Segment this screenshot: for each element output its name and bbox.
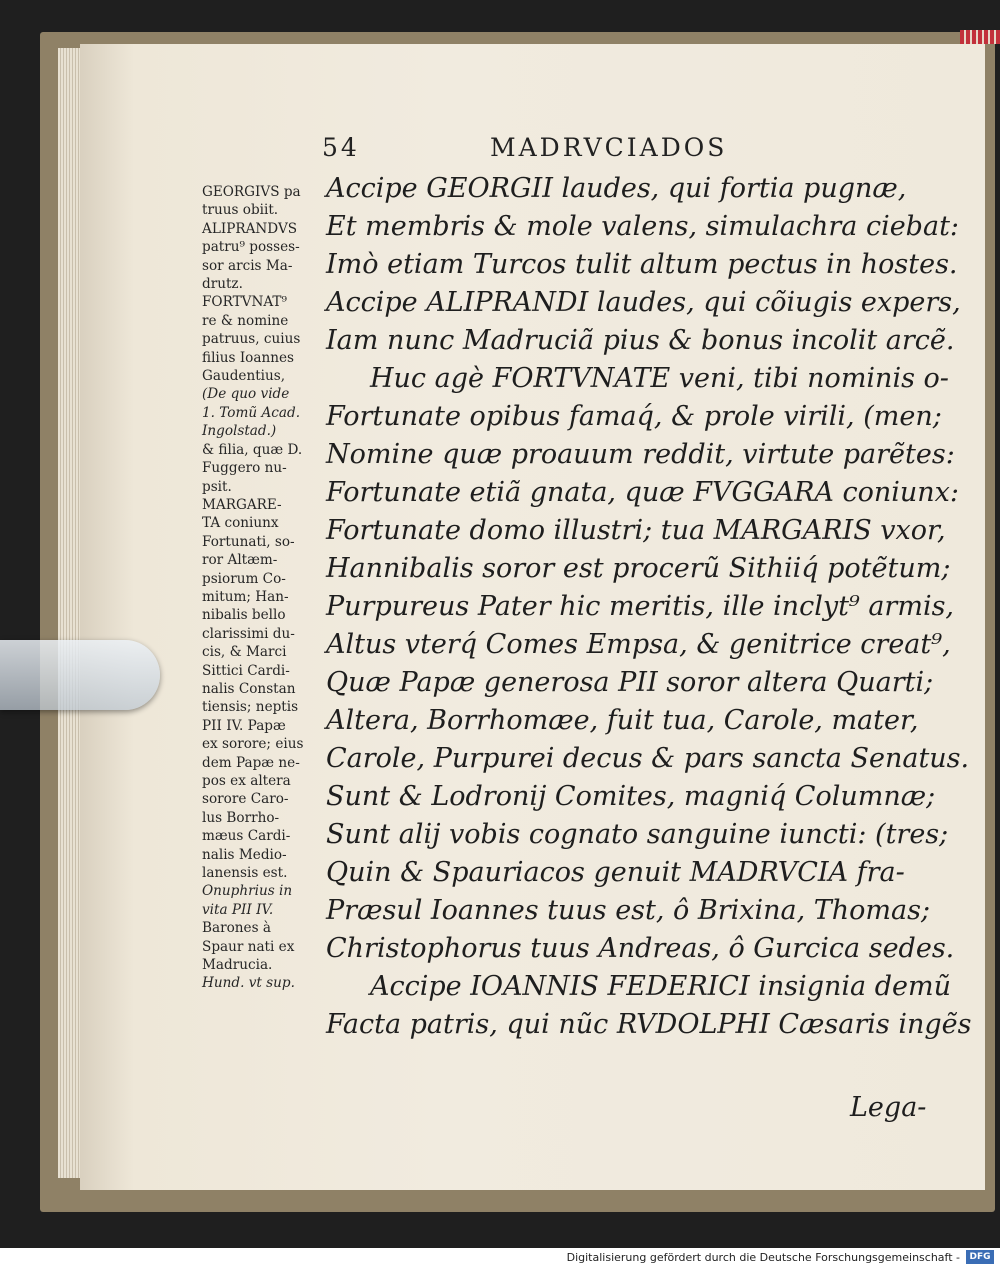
verse-line: Carole, Purpurei decus & pars sancta Senatus. <box>326 743 970 774</box>
verse-line: Præsul Ioannes tuus est, ô Brixina, Thomas; <box>326 895 931 926</box>
margin-note: Onuphrius in vita PII IV. <box>202 883 293 918</box>
bookmark-ribbon <box>960 30 1000 44</box>
page-holder-clip <box>0 640 160 710</box>
verse-line: Accipe ALIPRANDI laudes, qui cõiugis expers, <box>326 287 961 318</box>
verse-line: Quæ Papæ generosa PII soror altera Quarti; <box>326 667 934 698</box>
verse-line: Huc agè FORTVNATE veni, tibi nominis o- <box>370 363 949 394</box>
margin-note: (De quo vide 1. Tomũ Acad. Ingolstad.) <box>202 386 301 440</box>
verse-line: Et membris & mole valens, simulachra ciebat: <box>326 211 960 242</box>
margin-note: FORTVNAT⁹ re & nomine patruus, cuius filius Ioannes Gaudentius, <box>202 294 301 385</box>
verse-line: Facta patris, qui nũc RVDOLPHI Cæsaris ingẽs <box>326 1009 972 1040</box>
verse-line: Purpureus Pater hic meritis, ille inclyt⁹ armis, <box>326 591 955 622</box>
page-number: 54 <box>322 133 360 162</box>
margin-note: ALIPRANDVS patru⁹ posses- sor arcis Ma- drutz. <box>202 220 300 293</box>
verse-line: Imò etiam Turcos tulit altum pectus in hostes. <box>326 249 958 280</box>
margin-note: & filia, quæ D. Fuggero nu- psit. <box>202 441 303 495</box>
verse-line: Christophorus tuus Andreas, ô Gurcica sedes. <box>326 933 955 964</box>
margin-note: MARGARE- TA coniunx Fortunati, so- ror Altæm- psiorum Co- mitum; Han- nibalis bello clarissimi du- cis, & Marci Sittici Cardi- nalis Constan tiensis; neptis PII IV. Papæ ex sorore; eius dem Papæ ne- pos ex altera sorore Caro- lus Borrho- mæus Cardi- nalis Medio- lanensis est. <box>202 496 304 882</box>
footer-credit: Digitalisierung gefördert durch die Deutsche Forschungsgemeinschaft - <box>566 1251 960 1264</box>
margin-note: Hund. vt sup. <box>202 975 295 992</box>
catchword: Lega- <box>850 1092 927 1123</box>
verse-line: Fortunate etiã gnata, quæ FVGGARA coniunx: <box>326 477 959 508</box>
verse-text <box>326 170 976 1044</box>
verse-line: Sunt alij vobis cognato sanguine iuncti: (tres; <box>326 819 949 850</box>
verse-line: Nomine quæ proauum reddit, virtute parẽtes: <box>326 439 955 470</box>
margin-note: Barones à Spaur nati ex Madrucia. <box>202 920 295 974</box>
verse-line: Altus vterq́ Comes Empsa, & genitrice creat⁹, <box>326 629 951 660</box>
running-title: MADRVCIADOS <box>490 133 728 162</box>
dfg-logo-icon[interactable]: DFG <box>966 1250 994 1264</box>
verse-line: Iam nunc Madruciã pius & bonus incolit arcẽ. <box>326 325 955 356</box>
footer-bar <box>0 1248 1000 1268</box>
verse-line: Accipe IOANNIS FEDERICI insignia demũ <box>370 971 951 1002</box>
margin-notes <box>202 183 320 993</box>
verse-line: Fortunate domo illustri; tua MARGARIS vxor, <box>326 515 946 546</box>
verse-line: Accipe GEORGII laudes, qui fortia pugnæ, <box>326 173 907 204</box>
verse-line: Sunt & Lodronij Comites, magniq́ Columnæ; <box>326 781 936 812</box>
margin-note: GEORGIVS pa truus obiit. <box>202 184 301 219</box>
verse-line: Quin & Spauriacos genuit MADRVCIA fra- <box>326 857 905 888</box>
verse-line: Hannibalis soror est procerũ Sithiiq́ potẽtum; <box>326 553 951 584</box>
verse-line: Fortunate opibus famaq́, & prole virili, (men; <box>326 401 942 432</box>
verse-line: Altera, Borrhomæe, fuit tua, Carole, mater, <box>326 705 919 736</box>
